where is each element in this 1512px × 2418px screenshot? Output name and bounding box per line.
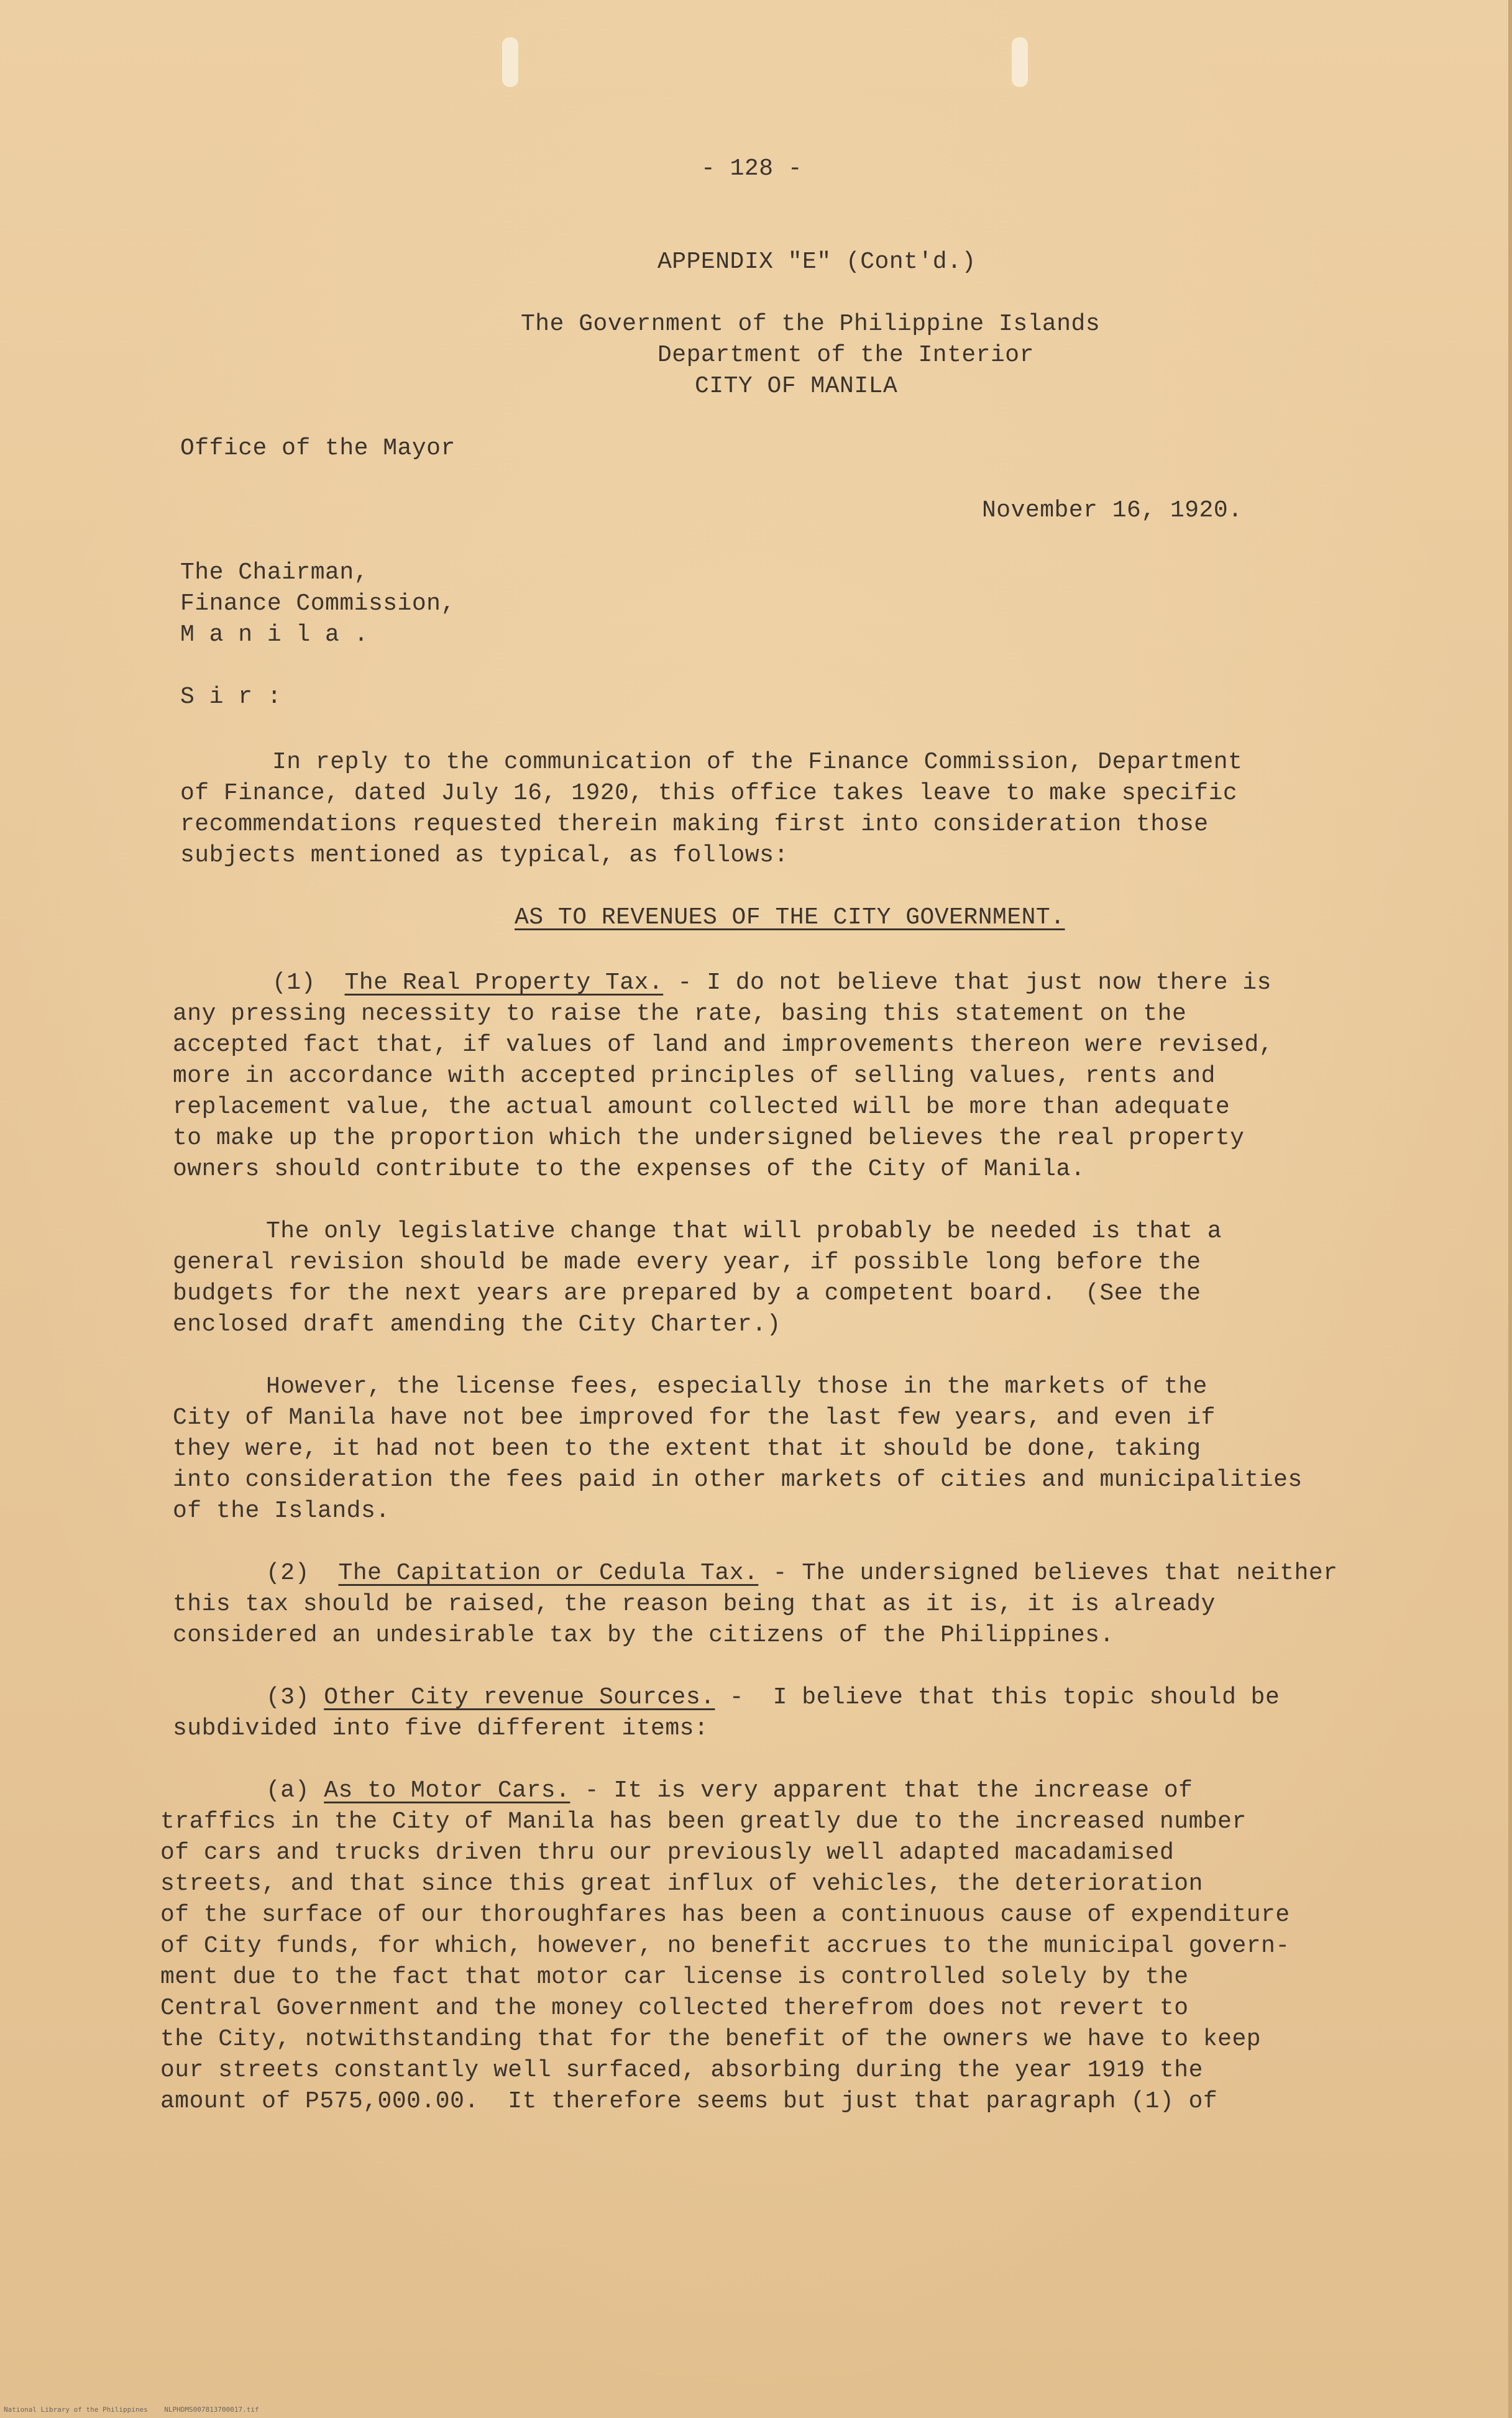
item-text: - It is very apparent that the increase of	[570, 1777, 1193, 1804]
intro-line: of Finance, dated July 16, 1920, this office takes leave to make specific	[180, 780, 1238, 807]
paragraph-line: the City, notwithstanding that for the benefit of the owners we have to keep	[160, 2026, 1262, 2053]
addressee-line: M a n i l a .	[180, 621, 369, 648]
item-text: - I believe that this topic should be	[715, 1684, 1280, 1711]
paragraph-line: streets, and that since this great influx of vehicles, the deterioration	[160, 1871, 1203, 1897]
paragraph-line: However, the license fees, especially those in the markets of the	[266, 1373, 1207, 1400]
item-2-first-line	[266, 1558, 1338, 1589]
paragraph-line: they were, it had not been to the extent that it should be done, taking	[173, 1436, 1201, 1462]
office-line: Office of the Mayor	[180, 435, 456, 462]
intro-line: subjects mentioned as typical, as follows:	[180, 842, 789, 869]
paragraph-line: into consideration the fees paid in other markets of cities and municipalities	[173, 1467, 1303, 1493]
paragraph-line: our streets constantly well surfaced, absorbing during the year 1919 the	[160, 2057, 1203, 2084]
item-title: As to Motor Cars.	[324, 1777, 570, 1804]
salutation: S i r :	[180, 684, 282, 710]
section-heading: AS TO REVENUES OF THE CITY GOVERNMENT.	[515, 904, 1065, 931]
paragraph-line: of cars and trucks driven thru our previously well adapted macadamised	[160, 1839, 1175, 1866]
binding-hole	[1012, 37, 1028, 87]
item-text: - I do not believe that just now there is	[663, 969, 1271, 996]
paragraph-line: replacement value, the actual amount collected will be more than adequate	[173, 1094, 1230, 1120]
item-3a-first-line	[266, 1775, 1193, 1807]
item-3-first-line	[266, 1682, 1280, 1713]
item-title: Other City revenue Sources.	[324, 1684, 715, 1711]
page-number: - 128 -	[701, 155, 803, 182]
letterhead-government: The Government of the Philippine Islands	[521, 311, 1101, 337]
paragraph-line: accepted fact that, if values of land and improvements thereon were revised,	[173, 1032, 1274, 1058]
item-number: (2)	[266, 1560, 309, 1587]
paragraph-line: traffics in the City of Manila has been greatly due to the increased number	[160, 1808, 1247, 1835]
paragraph-line: owners should contribute to the expenses of the City of Manila.	[173, 1156, 1086, 1183]
addressee-line: Finance Commission,	[180, 590, 456, 617]
binding-hole	[502, 37, 518, 87]
paragraph-line: subdivided into five different items:	[173, 1715, 709, 1742]
paragraph-line: of the surface of our thoroughfares has been a continuous cause of expenditure	[160, 1902, 1290, 1928]
paragraph-line: amount of P575,000.00. It therefore seems but just that paragraph (1) of	[160, 2088, 1218, 2115]
addressee-line: The Chairman,	[180, 559, 369, 586]
item-title: The Real Property Tax.	[344, 969, 664, 996]
letterhead-city: CITY OF MANILA	[695, 373, 898, 400]
paragraph-line: this tax should be raised, the reason being that as it is, it is already	[173, 1591, 1216, 1618]
item-1-first-line	[272, 968, 1271, 999]
paragraph-line: general revision should be made every year, if possible long before the	[173, 1249, 1201, 1276]
paragraph-line: ment due to the fact that motor car license is controlled solely by the	[160, 1964, 1189, 1990]
paragraph-line: of the Islands.	[173, 1498, 390, 1524]
paragraph-line: considered an undesirable tax by the citizens of the Philippines.	[173, 1622, 1114, 1649]
intro-line: In reply to the communication of the Finance Commission, Department	[272, 749, 1243, 776]
item-number: (3)	[266, 1684, 309, 1711]
item-number: (a)	[266, 1777, 309, 1804]
paragraph-line: to make up the proportion which the undersigned believes the real property	[173, 1125, 1245, 1152]
paragraph-line: City of Manila have not bee improved for the last few years, and even if	[173, 1404, 1216, 1431]
appendix-heading: APPENDIX "E" (Cont'd.)	[657, 249, 976, 275]
paragraph-line: The only legislative change that will probably be needed is that a	[266, 1218, 1222, 1245]
letter-date: November 16, 1920.	[982, 497, 1243, 524]
paragraph-line: of City funds, for which, however, no benefit accrues to the municipal govern-	[160, 1933, 1290, 1959]
letterhead-department: Department of the Interior	[657, 342, 1034, 369]
paragraph-line: any pressing necessity to raise the rate, basing this statement on the	[173, 1001, 1187, 1027]
intro-line: recommendations requested therein making first into consideration those	[180, 811, 1209, 838]
item-title: The Capitation or Cedula Tax.	[338, 1560, 759, 1587]
page-edge	[1508, 0, 1512, 2418]
item-number: (1)	[272, 969, 316, 996]
scan-footer: National Library of the Philippines NLPHDMS007813700017.tif	[4, 2406, 259, 2414]
paragraph-line: more in accordance with accepted principles of selling values, rents and	[173, 1063, 1216, 1089]
paragraph-line: enclosed draft amending the City Charter.)	[173, 1311, 781, 1338]
item-text: - The undersigned believes that neither	[758, 1560, 1338, 1587]
paragraph-line: Central Government and the money collected therefrom does not revert to	[160, 1995, 1189, 2022]
paragraph-line: budgets for the next years are prepared by a competent board. (See the	[173, 1280, 1201, 1307]
